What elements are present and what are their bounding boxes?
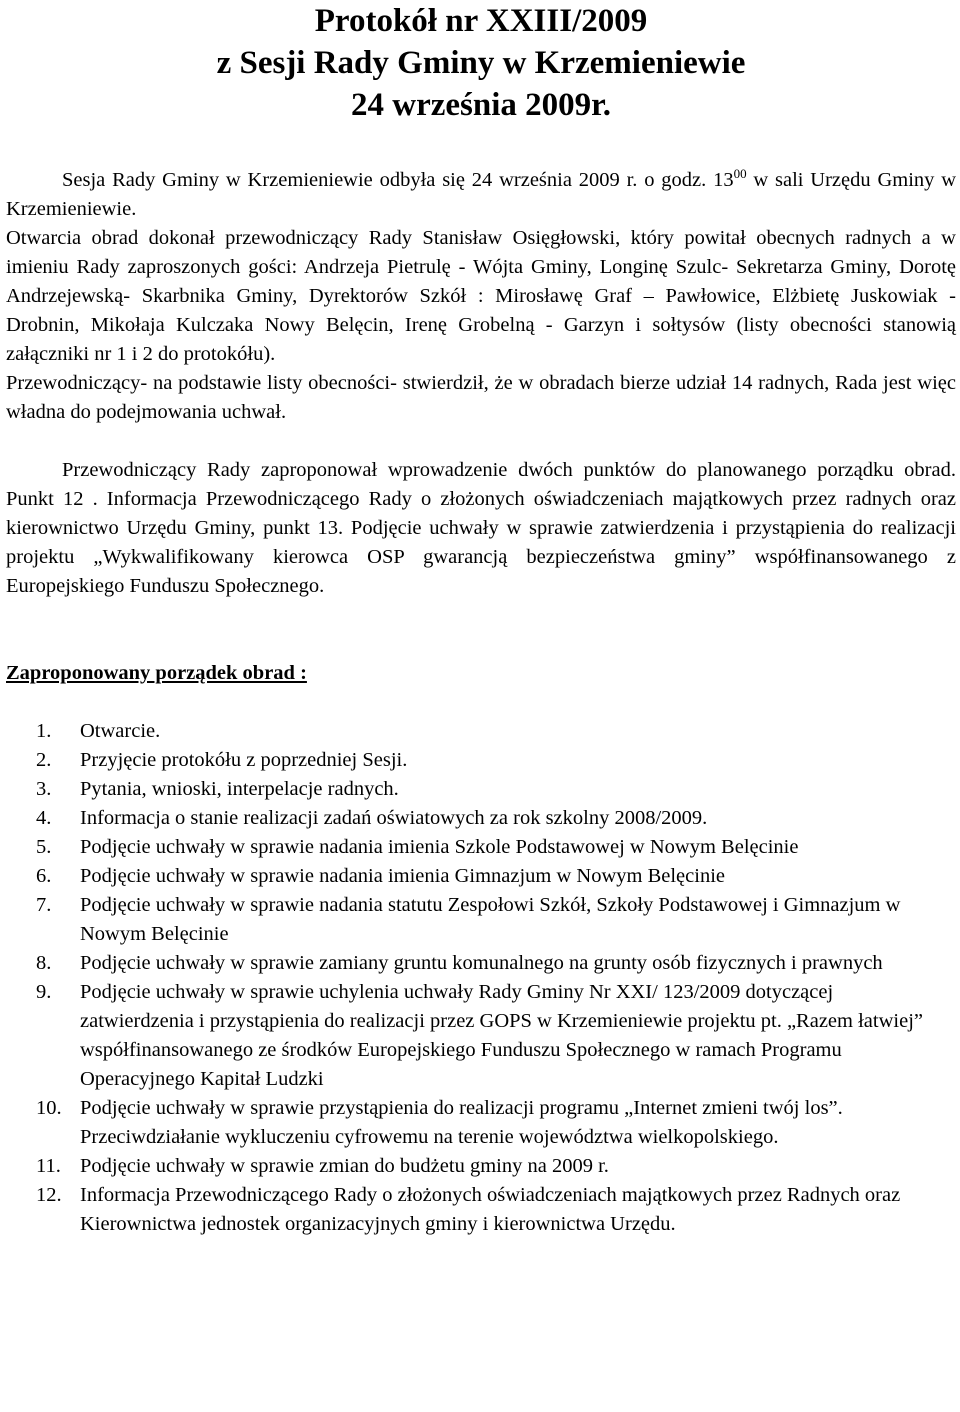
opening-paragraph: Otwarcia obrad dokonał przewodniczący Rady Stanisław Osięgłowski, który powitał obecnych radnych a w imieniu Rady zaproszonych gości: Andrzeja Pietrulę - Wójta Gminy, Longinę Szulc- Sekretarza Gminy, Dorotę Andrzejewską- Skarbnika Gminy, Dyrektorów Szkół : Mirosławę Graf – Pawłowice, Elżbietę Juskowiak - Drobnin, Mikołaja Kulczaka Nowy Belęcin, Irenę Grobelną - Garzyn i sołtysów (listy obecności stanowią załączniki nr 1 i 2 do protokółu). [6,227,956,365]
agenda-item-text: Podjęcie uchwały w sprawie nadania imienia Gimnazjum w Nowym Belęcinie [80,865,725,887]
agenda-item [6,1152,956,1181]
time-superscript: 00 [733,166,747,182]
document-title [6,0,956,126]
agenda-item-number: 1. [36,720,52,742]
agenda-item-number: 5. [36,836,52,858]
agenda-item [6,1181,956,1239]
document-page [6,0,956,1239]
agenda-item-number: 8. [36,952,52,974]
title-line-1: Protokół nr XXIII/2009 [314,3,648,39]
agenda-item-number: 3. [36,778,52,800]
title-line-3: 24 września 2009r. [350,87,611,123]
agenda-item-number: 12. [36,1184,62,1206]
agenda-item-text: Przyjęcie protokółu z poprzedniej Sesji. [80,749,408,771]
proposal-paragraph: Przewodniczący Rady zaproponował wprowadzenie dwóch punktów do planowanego porządku obrad. Punkt 12 . Informacja Przewodniczącego Rady o złożonych oświadczeniach majątkowych przez radnych oraz kierownictwo Urzędu Gminy, punkt 13. Podjęcie uchwały w sprawie zatwierdzenia i przystąpienia do realizacji projektu „Wykwalifikowany kierowca OSP gwarancją bezpieczeństwa gminy” współfinansowanego z Europejskiego Funduszu Społecznego. [6,459,956,597]
agenda-item [6,862,956,891]
agenda-item [6,891,956,949]
agenda-item-number: 6. [36,865,52,887]
agenda-item-text: Pytania, wnioski, interpelacje radnych. [80,778,399,800]
agenda-item-text: Podjęcie uchwały w sprawie zamiany gruntu komunalnego na grunty osób fizycznych i prawnych [80,952,883,974]
agenda-item-text: Podjęcie uchwały w sprawie nadania imienia Szkole Podstawowej w Nowym Belęcinie [80,836,799,858]
agenda-item [6,1094,956,1152]
intro-text-end: w sali Urzędu Gminy w Krzemieniewie. [6,169,957,220]
agenda-heading: Zaproponowany porządek obrad : [6,662,307,684]
agenda-item [6,804,956,833]
intro-paragraph [6,166,956,224]
agenda-item-text: Informacja o stanie realizacji zadań oświatowych za rok szkolny 2008/2009. [80,807,708,829]
agenda-item [6,746,956,775]
agenda-item-text: Podjęcie uchwały w sprawie nadania statutu Zespołowi Szkół, Szkoły Podstawowej i Gimnazjum w Nowym Belęcinie [80,894,901,945]
quorum-paragraph: Przewodniczący- na podstawie listy obecności- stwierdził, że w obradach bierze udział 14 radnych, Rada jest więc władna do podejmowania uchwał. [6,372,956,423]
agenda-item [6,717,956,746]
intro-text: Sesja Rady Gminy w Krzemieniewie odbyła się 24 września 2009 r. o godz. 13 [62,169,734,191]
agenda-item-text: Informacja Przewodniczącego Rady o złożonych oświadczeniach majątkowych przez Radnych oraz Kierownictwa jednostek organizacyjnych gminy i kierownictwa Urzędu. [80,1184,901,1235]
agenda-item-number: 4. [36,807,52,829]
agenda-item-number: 10. [36,1097,62,1119]
agenda-list [6,717,956,1239]
agenda-item [6,978,956,1094]
agenda-item [6,949,956,978]
agenda-item [6,775,956,804]
agenda-item-text: Podjęcie uchwały w sprawie zmian do budżetu gminy na 2009 r. [80,1155,609,1177]
agenda-item-text: Podjęcie uchwały w sprawie przystąpienia do realizacji programu „Internet zmieni twój los”. Przeciwdziałanie wykluczeniu cyfrowemu na terenie województwa wielkopolskiego. [80,1097,843,1148]
agenda-item-text: Podjęcie uchwały w sprawie uchylenia uchwały Rady Gminy Nr XXI/ 123/2009 dotyczącej zatwierdzenia i przystąpienia do realizacji przez GOPS w Krzemieniewie projektu pt. „Razem łatwiej” współfinansowanego ze środków Europejskiego Funduszu Społecznego w ramach Programu Operacyjnego Kapitał Ludzki [80,981,923,1090]
title-line-2: z Sesji Rady Gminy w Krzemieniewie [216,45,746,81]
agenda-item-text: Otwarcie. [80,720,161,742]
agenda-item-number: 7. [36,894,52,916]
agenda-item-number: 11. [36,1155,61,1177]
agenda-item-number: 9. [36,981,52,1003]
agenda-item [6,833,956,862]
agenda-item-number: 2. [36,749,52,771]
